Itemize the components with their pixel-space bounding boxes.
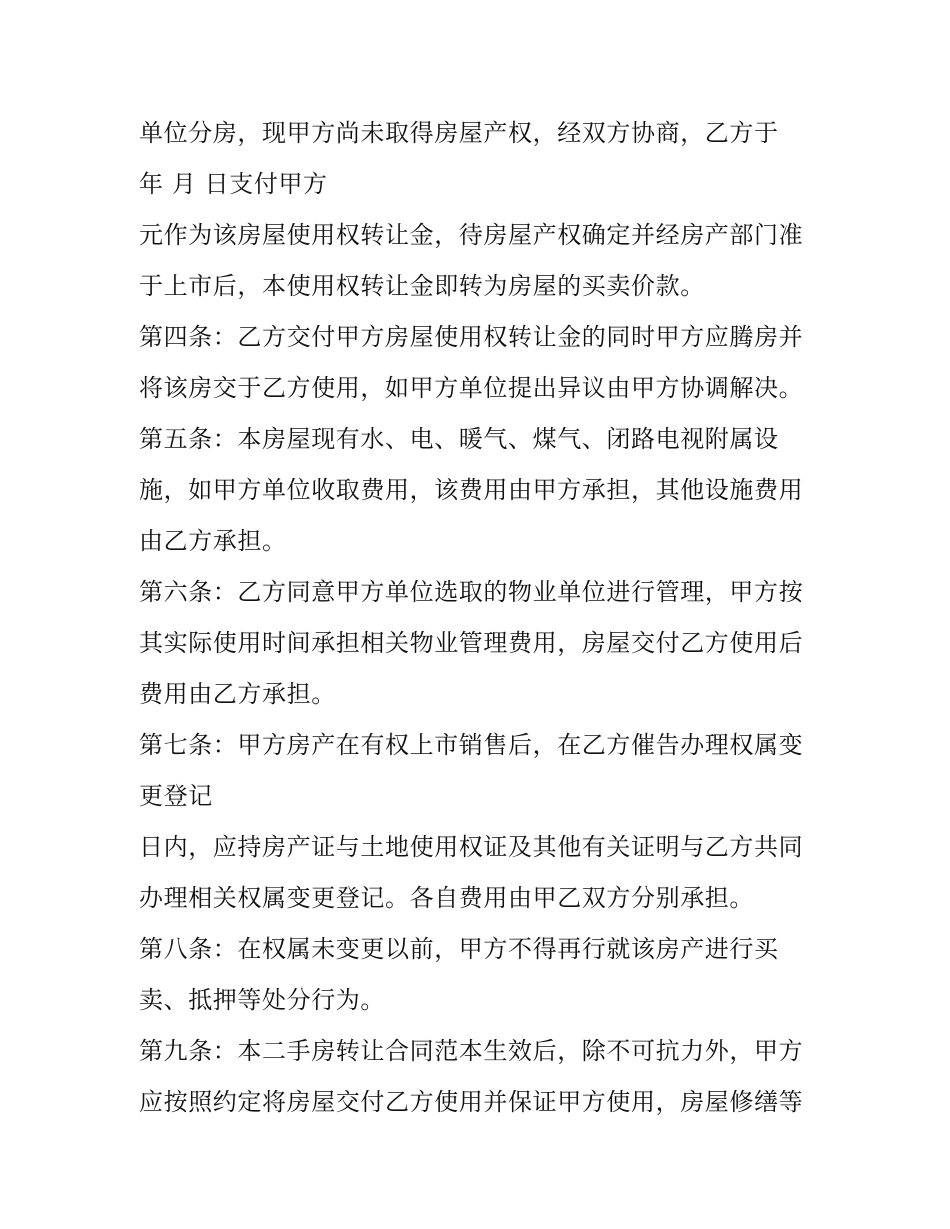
contract-text xyxy=(139,108,829,1128)
clause-7-line: 第七条：甲方房产在有权上市销售后，在乙方催告办理权属变 xyxy=(139,731,804,759)
text-line: 其实际使用时间承担相关物业管理费用，房屋交付乙方使用后 xyxy=(139,629,804,657)
text-line: 更登记 xyxy=(139,782,213,810)
text-line: 应按照约定将房屋交付乙方使用并保证甲方使用，房屋修缮等 xyxy=(139,1088,804,1116)
clause-5-line: 第五条：本房屋现有水、电、暖气、煤气、闭路电视附属设 xyxy=(139,425,779,453)
text-line: 将该房交于乙方使用，如甲方单位提出异议由甲方协调解决。 xyxy=(139,374,804,402)
text-line: 费用由乙方承担。 xyxy=(139,680,336,708)
text-line: 元作为该房屋使用权转让金，待房屋产权确定并经房产部门准 xyxy=(139,221,804,249)
clause-8-line: 第八条：在权属未变更以前，甲方不得再行就该房产进行买 xyxy=(139,935,779,963)
clause-4-line: 第四条：乙方交付甲方房屋使用权转让金的同时甲方应腾房并 xyxy=(139,323,804,351)
text-line: 于上市后，本使用权转让金即转为房屋的买卖价款。 xyxy=(139,272,705,300)
clause-9-line: 第九条：本二手房转让合同范本生效后，除不可抗力外，甲方 xyxy=(139,1037,804,1065)
text-line: 由乙方承担。 xyxy=(139,527,287,555)
text-line: 日内，应持房产证与土地使用权证及其他有关证明与乙方共同 xyxy=(139,833,804,861)
text-line: 单位分房，现甲方尚未取得房屋产权，经双方协商，乙方于 xyxy=(139,119,779,147)
text-line: 卖、抵押等处分行为。 xyxy=(139,986,385,1014)
text-line: 办理相关权属变更登记。各自费用由甲乙双方分别承担。 xyxy=(139,884,754,912)
text-line: 年 月 日支付甲方 xyxy=(139,170,328,198)
clause-6-line: 第六条：乙方同意甲方单位选取的物业单位进行管理，甲方按 xyxy=(139,578,804,606)
text-line: 施，如甲方单位收取费用，该费用由甲方承担，其他设施费用 xyxy=(139,476,804,504)
